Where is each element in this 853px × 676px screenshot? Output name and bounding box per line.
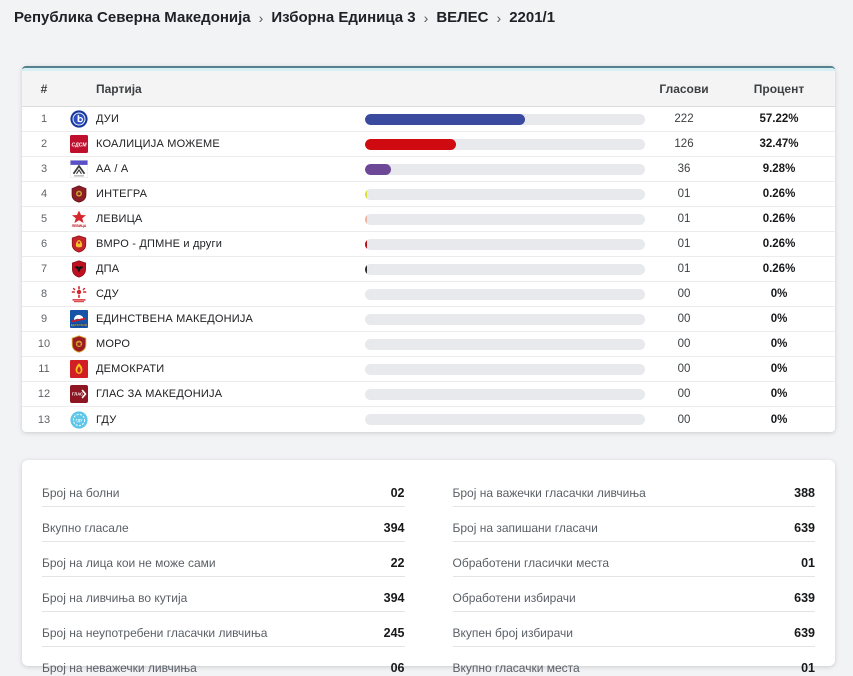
party-cell [66, 411, 365, 429]
percent-value: 0.26% [762, 188, 796, 200]
svg-text:ГЛАС: ГЛАС [72, 391, 84, 397]
vote-bar-track [365, 289, 645, 300]
stat-item [453, 507, 816, 542]
vote-bar-fill [365, 239, 367, 250]
vote-bar-track [365, 114, 645, 125]
vote-bar-track [365, 214, 645, 225]
votes-value: 00 [677, 388, 691, 400]
party-name: СДУ [96, 288, 119, 300]
stat-item [453, 612, 816, 647]
results-rows [22, 107, 835, 432]
votes-value: 01 [677, 213, 691, 225]
vote-bar-cell [365, 339, 645, 350]
party-name: ДПА [96, 263, 120, 275]
vote-bar-track [365, 364, 645, 375]
sdsm-logo-icon [70, 135, 88, 153]
vote-bar-cell [365, 264, 645, 275]
party-row [22, 157, 835, 182]
stats-grid [42, 472, 815, 676]
party-name: ДЕМОКРАТИ [96, 363, 165, 375]
vote-bar-track [365, 414, 645, 425]
vote-bar-track [365, 264, 645, 275]
results-table-card [22, 66, 835, 432]
rank-cell: 12 [37, 388, 51, 400]
header-rank: # [40, 81, 48, 96]
rank-cell: 7 [40, 263, 48, 275]
stat-item [453, 647, 816, 676]
vote-bar-fill [365, 214, 367, 225]
votes-value: 00 [677, 338, 691, 350]
stat-item [42, 577, 405, 612]
party-cell [66, 385, 365, 403]
rank-cell: 9 [40, 313, 48, 325]
levica-logo-icon [70, 210, 88, 228]
stat-label: Вкупно гласачки места [452, 661, 580, 675]
party-name: ГДУ [96, 413, 117, 426]
dpa-logo-icon [70, 260, 88, 278]
breadcrumb [14, 9, 555, 26]
breadcrumb-separator-icon: › [423, 9, 429, 26]
party-row [22, 207, 835, 232]
vote-bar-track [365, 164, 645, 175]
vote-bar-cell [365, 389, 645, 400]
stat-label: Вкупно гласале [42, 521, 129, 535]
vote-bar-cell [365, 214, 645, 225]
rank-cell: 13 [37, 413, 51, 426]
party-name: ИНТЕГРА [96, 188, 148, 200]
percent-value: 0% [770, 288, 788, 300]
rank-cell: 11 [38, 363, 50, 375]
stat-item [42, 647, 405, 676]
party-name: ЕДИНСТВЕНА МАКЕДОНИЈА [96, 313, 254, 325]
results-table-header [22, 71, 835, 107]
stat-value: 06 [390, 661, 405, 675]
svg-text:ЕДИНСТВЕНА: ЕДИНСТВЕНА [70, 323, 88, 327]
sdu-logo-icon [70, 285, 88, 303]
stat-label: Вкупен број избирачи [452, 626, 573, 640]
rank-cell: 8 [40, 288, 48, 300]
alternativa-logo-icon [70, 160, 88, 178]
party-cell [66, 235, 365, 253]
percent-value: 0.26% [762, 263, 796, 275]
votes-value: 00 [677, 413, 691, 426]
gdu-logo-icon [70, 411, 88, 429]
breadcrumb-item[interactable]: Република Северна Македонија [14, 9, 251, 26]
stats-column-right [453, 472, 816, 676]
party-name: МОРО [96, 338, 131, 350]
votes-value: 126 [674, 138, 694, 150]
stat-value: 388 [794, 486, 815, 500]
percent-value: 0.26% [762, 238, 796, 250]
breadcrumb-separator-icon: › [496, 9, 502, 26]
vote-bar-track [365, 339, 645, 350]
stat-label: Број на важечки гласачки ливчиња [452, 486, 646, 500]
svg-text:СДСМ: СДСМ [71, 142, 87, 149]
stats-column-left [42, 472, 405, 676]
summary-stats-card [22, 460, 835, 675]
stat-item [42, 542, 405, 577]
party-row [22, 307, 835, 332]
stat-value: 394 [383, 591, 405, 605]
party-cell [66, 335, 365, 353]
dui-logo-icon [70, 110, 88, 128]
votes-value: 00 [677, 313, 691, 325]
stat-value: 639 [794, 591, 815, 605]
votes-value: 00 [677, 363, 691, 375]
stat-label: Број на лица кои не може сами [42, 556, 216, 570]
vote-bar-fill [365, 139, 456, 150]
vote-bar-track [365, 139, 645, 150]
rank-cell: 3 [40, 163, 48, 175]
votes-value: 01 [677, 263, 691, 275]
stat-value: 639 [794, 626, 815, 640]
party-name: АА / А [96, 163, 129, 175]
party-row [22, 232, 835, 257]
header-party: Партија [96, 81, 142, 96]
percent-value: 0% [770, 363, 788, 375]
party-row [22, 182, 835, 207]
svg-text:ЛЕВИЦА: ЛЕВИЦА [71, 224, 87, 228]
header-percent: Процент [753, 81, 805, 96]
party-row [22, 407, 835, 432]
stat-value: 02 [390, 486, 405, 500]
votes-value: 01 [677, 238, 691, 250]
vote-bar-track [365, 189, 645, 200]
vote-bar-track [365, 389, 645, 400]
breadcrumb-item[interactable]: Изборна Единица 3 [271, 9, 416, 26]
party-cell [66, 310, 365, 328]
party-row [22, 282, 835, 307]
vote-bar-cell [365, 314, 645, 325]
vote-bar-track [365, 314, 645, 325]
votes-value: 36 [677, 163, 691, 175]
votes-value: 222 [674, 113, 694, 125]
party-row [22, 107, 835, 132]
glas-za-makedonija-logo-icon [70, 385, 88, 403]
party-cell [66, 185, 365, 203]
stat-item [453, 542, 816, 577]
vote-bar-cell [365, 139, 645, 150]
percent-value: 32.47% [759, 138, 799, 150]
vote-bar-cell [365, 114, 645, 125]
party-cell [66, 110, 365, 128]
vote-bar-fill [365, 164, 391, 175]
vote-bar-cell [365, 239, 645, 250]
breadcrumb-item: 2201/1 [509, 9, 556, 26]
party-row [22, 357, 835, 382]
party-name: КОАЛИЦИЈА МОЖЕМЕ [96, 138, 220, 150]
party-cell [66, 260, 365, 278]
edinstvena-makedonija-logo-icon [70, 310, 88, 328]
rank-cell: 4 [40, 188, 48, 200]
svg-text:ГДУ: ГДУ [75, 418, 83, 423]
vote-bar-cell [365, 189, 645, 200]
vote-bar-fill [365, 189, 367, 200]
stat-label: Број на неважечки ливчиња [42, 661, 197, 675]
rank-cell: 2 [40, 138, 48, 150]
integra-logo-icon [70, 185, 88, 203]
stat-label: Обработени гласички места [452, 556, 610, 570]
party-name: ДУИ [96, 113, 120, 125]
rank-cell: 1 [40, 113, 48, 125]
vote-bar-cell [365, 289, 645, 300]
party-cell [66, 160, 365, 178]
vote-bar-track [365, 239, 645, 250]
breadcrumb-item[interactable]: ВЕЛЕС [436, 9, 489, 26]
stat-value: 01 [801, 661, 815, 675]
vote-bar-cell [365, 164, 645, 175]
stat-label: Број на болни [42, 486, 120, 500]
percent-value: 0% [770, 313, 788, 325]
percent-value: 0.26% [762, 213, 796, 225]
stat-item [453, 472, 816, 507]
votes-value: 00 [677, 288, 691, 300]
vmro-dpmne-logo-icon [70, 235, 88, 253]
party-cell [66, 135, 365, 153]
party-name: ВМРО - ДПМНЕ и други [96, 238, 223, 250]
stat-item [42, 507, 405, 542]
party-row [22, 382, 835, 407]
party-row [22, 132, 835, 157]
vote-bar-cell [365, 414, 645, 425]
demokrati-logo-icon [70, 360, 88, 378]
stat-label: Број на неупотребени гласачки ливчиња [42, 626, 268, 640]
votes-value: 01 [677, 188, 691, 200]
header-votes: Гласови [659, 81, 709, 96]
stat-item [42, 472, 405, 507]
party-cell [66, 210, 365, 228]
vote-bar-cell [365, 364, 645, 375]
party-row [22, 257, 835, 282]
stat-item [42, 612, 405, 647]
party-name: ЛЕВИЦА [96, 213, 143, 225]
party-name: ГЛАС ЗА МАКЕДОНИЈА [96, 388, 223, 400]
stat-value: 639 [794, 521, 815, 535]
party-cell [66, 285, 365, 303]
stat-item [453, 577, 816, 612]
stat-value: 22 [390, 556, 405, 570]
vote-bar-fill [365, 264, 367, 275]
moro-logo-icon [70, 335, 88, 353]
breadcrumb-separator-icon: › [258, 9, 264, 26]
vote-bar-fill [365, 114, 525, 125]
rank-cell: 10 [37, 338, 51, 350]
percent-value: 0% [770, 338, 788, 350]
percent-value: 0% [770, 413, 788, 426]
party-row [22, 332, 835, 357]
rank-cell: 5 [40, 213, 48, 225]
stat-value: 394 [383, 521, 405, 535]
rank-cell: 6 [40, 238, 48, 250]
stat-value: 245 [383, 626, 405, 640]
percent-value: 0% [770, 388, 788, 400]
stat-value: 01 [801, 556, 815, 570]
party-cell [66, 360, 365, 378]
stat-label: Број на запишани гласачи [452, 521, 598, 535]
stat-label: Број на ливчиња во кутија [42, 591, 188, 605]
percent-value: 9.28% [762, 163, 796, 175]
percent-value: 57.22% [759, 113, 799, 125]
stat-label: Обработени избирачи [452, 591, 576, 605]
